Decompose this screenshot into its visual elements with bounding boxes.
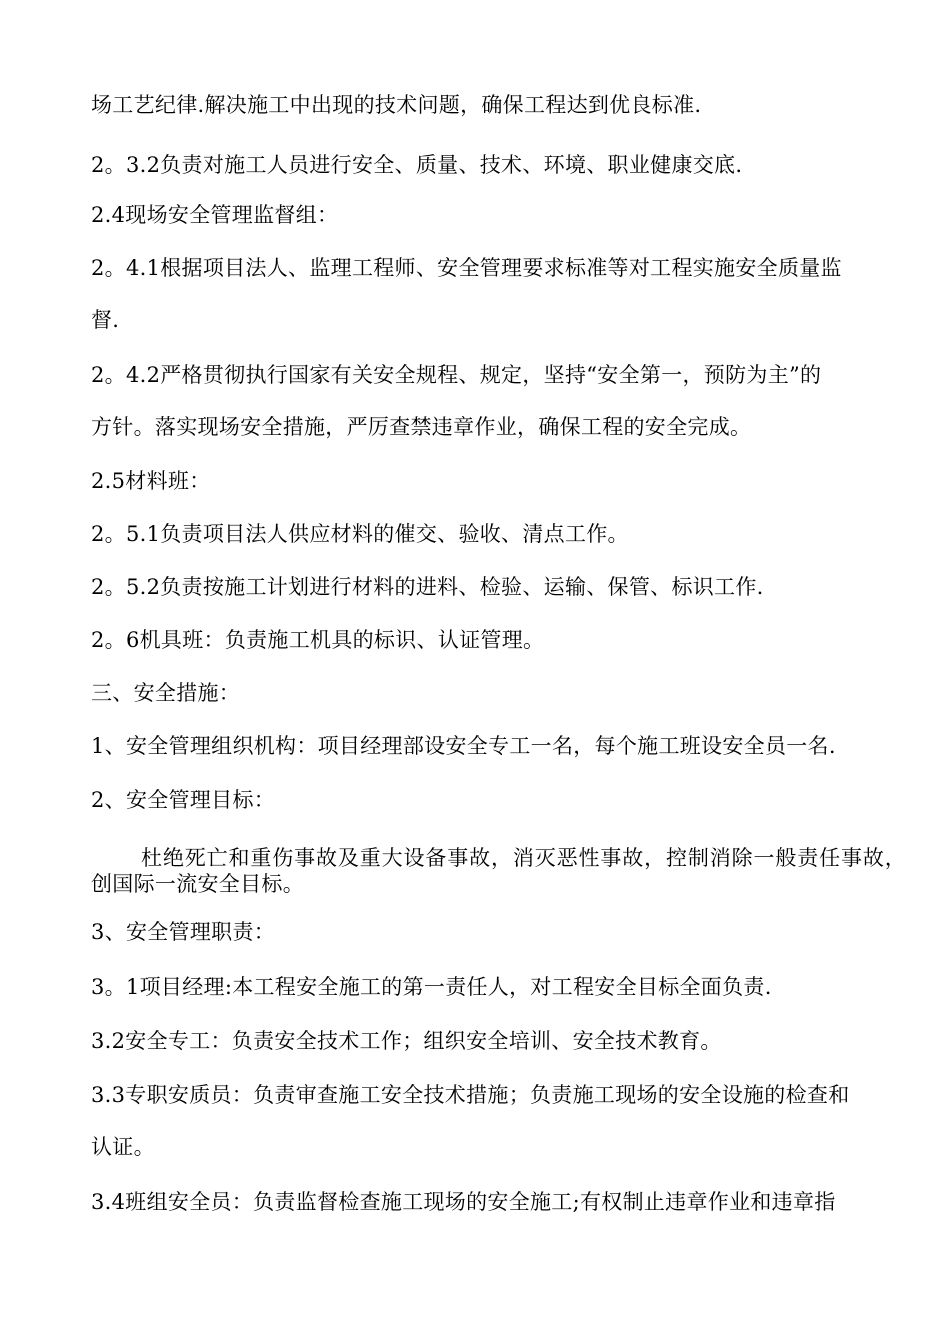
text-line: 2。5.2负责按施工计划进行材料的进料、检验、运输、保管、标识工作. bbox=[91, 575, 764, 599]
text-line: 2。6机具班：负责施工机具的标识、认证管理。 bbox=[91, 628, 545, 652]
section-heading: 3、安全管理职责： bbox=[91, 920, 276, 944]
text-line: 3.3专职安质员：负责审查施工安全技术措施；负责施工现场的安全设施的检查和 bbox=[91, 1083, 850, 1107]
text-line: 2。4.2严格贯彻执行国家有关安全规程、规定，坚持“安全第一，预防为主”的 bbox=[91, 363, 822, 387]
text-line: 3.4班组安全员：负责监督检查施工现场的安全施工;有权制止违章作业和违章指 bbox=[91, 1190, 836, 1214]
text-line: 方针。落实现场安全措施，严厉查禁违章作业，确保工程的安全完成。 bbox=[91, 415, 752, 439]
text-line: 3.2安全专工：负责安全技术工作；组织安全培训、安全技术教育。 bbox=[91, 1029, 722, 1053]
text-line: 2。5.1负责项目法人供应材料的催交、验收、清点工作。 bbox=[91, 522, 629, 546]
text-line: 督. bbox=[91, 308, 120, 332]
section-heading: 2.5材料班： bbox=[91, 469, 211, 493]
text-line: 2。3.2负责对施工人员进行安全、质量、技术、环境、职业健康交底. bbox=[91, 153, 743, 177]
text-line: 2。4.1根据项目法人、监理工程师、安全管理要求标准等对工程实施安全质量监 bbox=[91, 256, 842, 280]
section-heading: 三、安全措施： bbox=[91, 681, 241, 705]
text-line: 认证。 bbox=[91, 1135, 155, 1159]
text-line: 场工艺纪律.解决施工中出现的技术问题，确保工程达到优良标准. bbox=[91, 93, 702, 117]
section-heading: 2.4现场安全管理监督组： bbox=[91, 203, 339, 227]
text-line: 3。1项目经理:本工程安全施工的第一责任人，对工程安全目标全面负责. bbox=[91, 975, 772, 999]
text-line: 1、安全管理组织机构：项目经理部设安全专工一名，每个施工班设安全员一名. bbox=[91, 734, 836, 758]
indented-paragraph: 杜绝死亡和重伤事故及重大设备事故，消灭恶性事故，控制消除一般责任事故，创国际一流安全目标。 bbox=[91, 846, 906, 896]
section-heading: 2、安全管理目标： bbox=[91, 788, 276, 812]
